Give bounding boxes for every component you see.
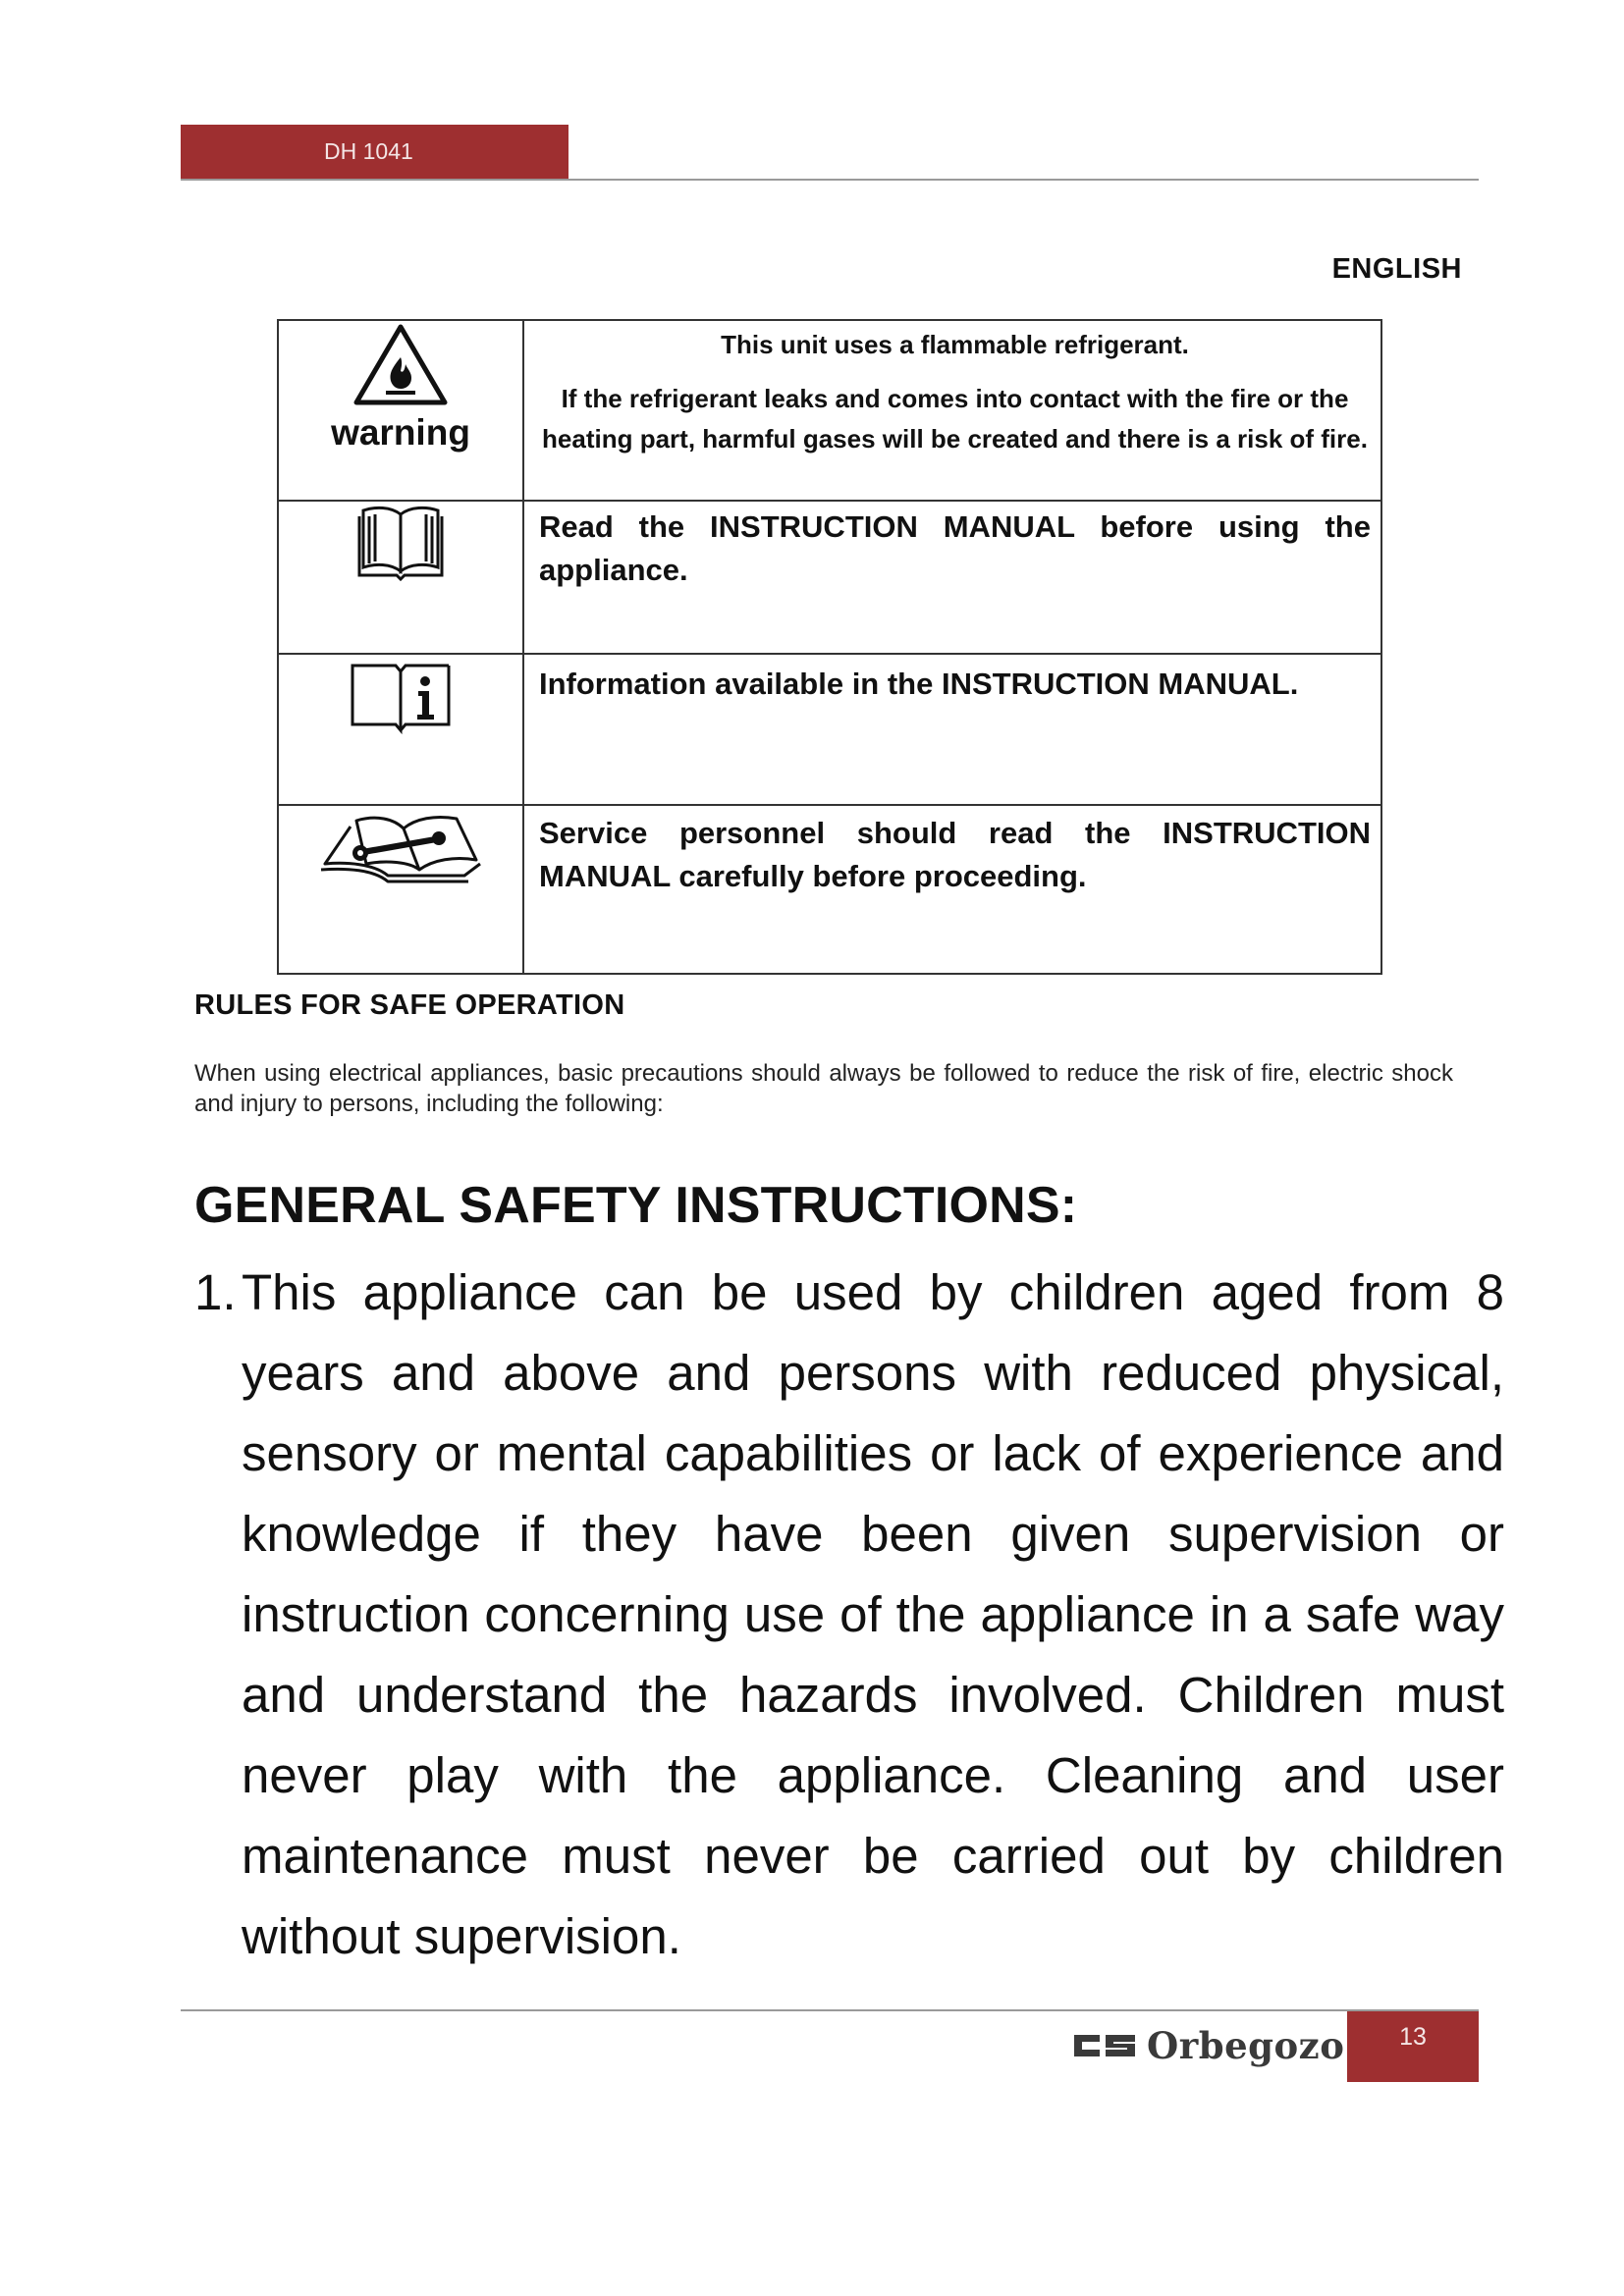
warning-line-1: This unit uses a flammable refrigerant.	[721, 330, 1189, 359]
table-row-service	[278, 805, 1381, 974]
table-row-info	[278, 654, 1381, 805]
flammable-warning-icon	[352, 322, 450, 408]
safety-item-1	[194, 1253, 1504, 1977]
warning-text-cell	[523, 320, 1381, 501]
warning-label: warning	[331, 412, 470, 453]
symbols-table	[277, 319, 1382, 975]
service-text-cell	[523, 805, 1381, 974]
safety-item-number: 1.	[194, 1264, 237, 1320]
brand-name: Orbegozo	[1147, 2024, 1345, 2067]
service-text: Service personnel should read the INSTRUCTION MANUAL carefully before proceeding.	[539, 816, 1371, 893]
header-band	[181, 125, 568, 179]
brand-logo-icon	[1074, 2031, 1135, 2060]
info-text: Information available in the INSTRUCTION MANUAL.	[539, 667, 1299, 701]
general-safety-heading: GENERAL SAFETY INSTRUCTIONS:	[194, 1177, 1078, 1234]
manual-book-icon	[353, 503, 448, 583]
manual-text: Read the INSTRUCTION MANUAL before using the appliance.	[539, 509, 1371, 587]
rules-heading: RULES FOR SAFE OPERATION	[194, 989, 625, 1021]
service-manual-icon	[317, 807, 484, 885]
warning-icon-cell	[278, 320, 523, 501]
info-icon-cell	[278, 654, 523, 805]
service-icon-cell	[278, 805, 523, 974]
table-row-warning	[278, 320, 1381, 501]
page-number: 13	[1399, 2023, 1427, 2051]
table-row-manual	[278, 501, 1381, 654]
warning-line-2: If the refrigerant leaks and comes into contact with the fire or the heating part, harmful gases will be created and there is a risk of fire.	[542, 384, 1368, 454]
model-number: DH 1041	[324, 138, 413, 164]
info-text-cell	[523, 654, 1381, 805]
warning-text	[539, 325, 1371, 459]
footer-rule	[181, 2009, 1479, 2011]
safety-item-text: This appliance can be used by children aged from 8 years and above and persons with reduced physical, sensory or mental capabilities or lack of experience and knowledge if they have been given supervision or instruction concerning use of the appliance in a safe way and understand the hazards involved. Children must never play with the appliance. Cleaning and user maintenance must never be carried out by children without supervision.	[242, 1264, 1504, 1964]
rules-intro: When using electrical appliances, basic precautions should always be followed to reduce the risk of fire, electric shock and injury to persons, including the following:	[194, 1060, 1453, 1117]
manual-text-cell	[523, 501, 1381, 654]
language-label: ENGLISH	[1331, 253, 1462, 285]
page-number-badge	[1347, 2011, 1479, 2082]
info-book-icon	[347, 656, 455, 736]
brand-logo	[1074, 2024, 1344, 2067]
manual-icon-cell	[278, 501, 523, 654]
header-rule	[181, 179, 1479, 181]
